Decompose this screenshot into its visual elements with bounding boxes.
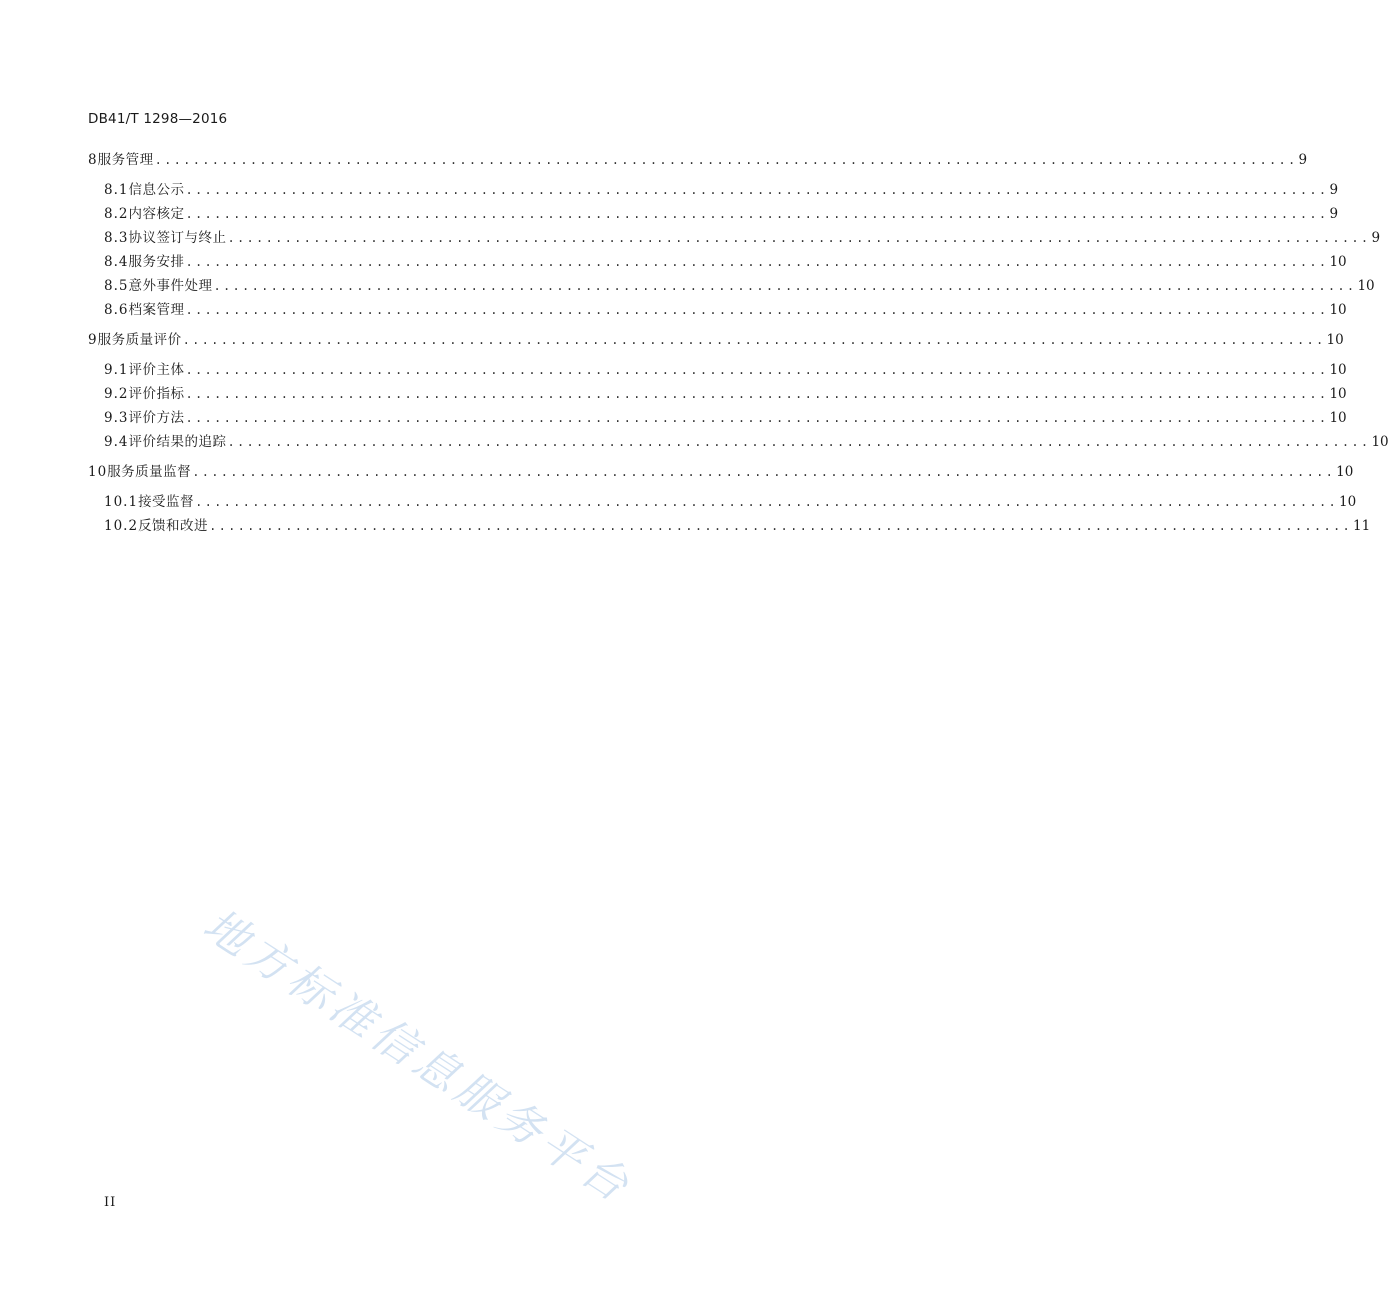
toc-entry[interactable]	[104, 252, 1347, 272]
toc-entry-number: 8.1	[104, 182, 129, 198]
toc-entry-title: 接受监督	[138, 494, 195, 510]
toc-leader-dots: ........................................................................................................................	[209, 519, 1353, 533]
toc-entry-number: 9.3	[104, 410, 129, 426]
toc-leader-dots: ........................................................................................................................	[213, 279, 1357, 293]
toc-entry-number: 10.2	[104, 518, 139, 534]
toc-entry-page: 9	[1329, 206, 1339, 222]
toc-entry-page: 10	[1329, 254, 1347, 270]
toc-entry-title: 评价结果的追踪	[128, 434, 227, 450]
toc-entry-page: 9	[1329, 182, 1339, 198]
toc-entry-title: 协议签订与终止	[128, 230, 227, 246]
toc-entry-page: 10	[1371, 434, 1389, 450]
toc-entry-page: 9	[1298, 152, 1308, 168]
toc-entry-title: 评价方法	[128, 410, 185, 426]
toc-entry[interactable]	[88, 330, 1344, 350]
toc-entry-number: 8.3	[104, 230, 129, 246]
toc-entry-number: 8.5	[104, 278, 129, 294]
toc-entry-title: 评价主体	[128, 362, 185, 378]
toc-leader-dots: ........................................................................................................................	[185, 255, 1329, 269]
toc-entry-page: 10	[1329, 386, 1347, 402]
toc-entry[interactable]	[104, 384, 1347, 404]
toc-entry-page: 10	[1329, 302, 1347, 318]
toc-entry-number: 8	[88, 152, 98, 168]
toc-entry-number: 9.4	[104, 434, 129, 450]
toc-entry[interactable]	[104, 492, 1357, 512]
toc-entry-number: 8.2	[104, 206, 129, 222]
toc-entry-title: 信息公示	[128, 182, 185, 198]
document-code: DB41/T 1298—2016	[88, 111, 228, 127]
toc-entry-title: 服务安排	[128, 254, 185, 270]
toc-entry-title: 服务质量评价	[97, 332, 182, 348]
toc-entry-title: 服务质量监督	[107, 464, 192, 480]
toc-entry-title: 评价指标	[128, 386, 185, 402]
toc-entry-page: 10	[1357, 278, 1375, 294]
toc-entry[interactable]	[88, 150, 1308, 170]
toc-leader-dots: ........................................................................................................................	[185, 207, 1329, 221]
toc-entry-page: 10	[1339, 494, 1357, 510]
toc-entry-number: 9.2	[104, 386, 129, 402]
toc-entry-title: 服务管理	[97, 152, 154, 168]
toc-entry-title: 反馈和改进	[138, 518, 209, 534]
toc-leader-dots: ........................................................................................................................	[227, 231, 1371, 245]
toc-entry[interactable]	[104, 432, 1389, 452]
toc-entry-page: 11	[1353, 518, 1371, 534]
toc-entry[interactable]	[104, 408, 1347, 428]
toc-entry-number: 8.4	[104, 254, 129, 270]
toc-entry[interactable]	[104, 516, 1371, 536]
toc-leader-dots: ........................................................................................................................	[185, 183, 1329, 197]
toc-entry-number: 9.1	[104, 362, 129, 378]
toc-entry-page: 10	[1326, 332, 1344, 348]
toc-entry[interactable]	[104, 300, 1347, 320]
toc-entry[interactable]	[104, 276, 1375, 296]
toc-entry-page: 10	[1336, 464, 1354, 480]
page-number: II	[104, 1195, 117, 1210]
watermark: 地方标准信息服务平台	[194, 899, 642, 1215]
toc-leader-dots: ........................................................................................................................	[185, 387, 1329, 401]
toc-entry-page: 10	[1329, 410, 1347, 426]
toc-entry-number: 9	[88, 332, 98, 348]
toc-leader-dots: ........................................................................................................................	[195, 495, 1339, 509]
toc-entry-title: 档案管理	[128, 302, 185, 318]
toc-leader-dots: ........................................................................................................................	[182, 333, 1326, 347]
toc-leader-dots: ........................................................................................................................	[185, 411, 1329, 425]
toc-leader-dots: ........................................................................................................................	[185, 363, 1329, 377]
toc-entry-number: 10	[88, 464, 108, 480]
toc-entry-title: 内容核定	[128, 206, 185, 222]
toc-leader-dots: ........................................................................................................................	[192, 465, 1336, 479]
toc-entry[interactable]	[88, 462, 1354, 482]
toc-leader-dots: ........................................................................................................................	[154, 153, 1298, 167]
toc-entry-page: 10	[1329, 362, 1347, 378]
toc-entry[interactable]	[104, 228, 1381, 248]
toc-entry-title: 意外事件处理	[128, 278, 213, 294]
toc-leader-dots: ........................................................................................................................	[227, 435, 1371, 449]
toc-entry[interactable]	[104, 180, 1339, 200]
toc-entry[interactable]	[104, 204, 1339, 224]
toc-entry-number: 8.6	[104, 302, 129, 318]
toc-entry-page: 9	[1371, 230, 1381, 246]
toc-leader-dots: ........................................................................................................................	[185, 303, 1329, 317]
toc-entry[interactable]	[104, 360, 1347, 380]
toc-entry-number: 10.1	[104, 494, 139, 510]
